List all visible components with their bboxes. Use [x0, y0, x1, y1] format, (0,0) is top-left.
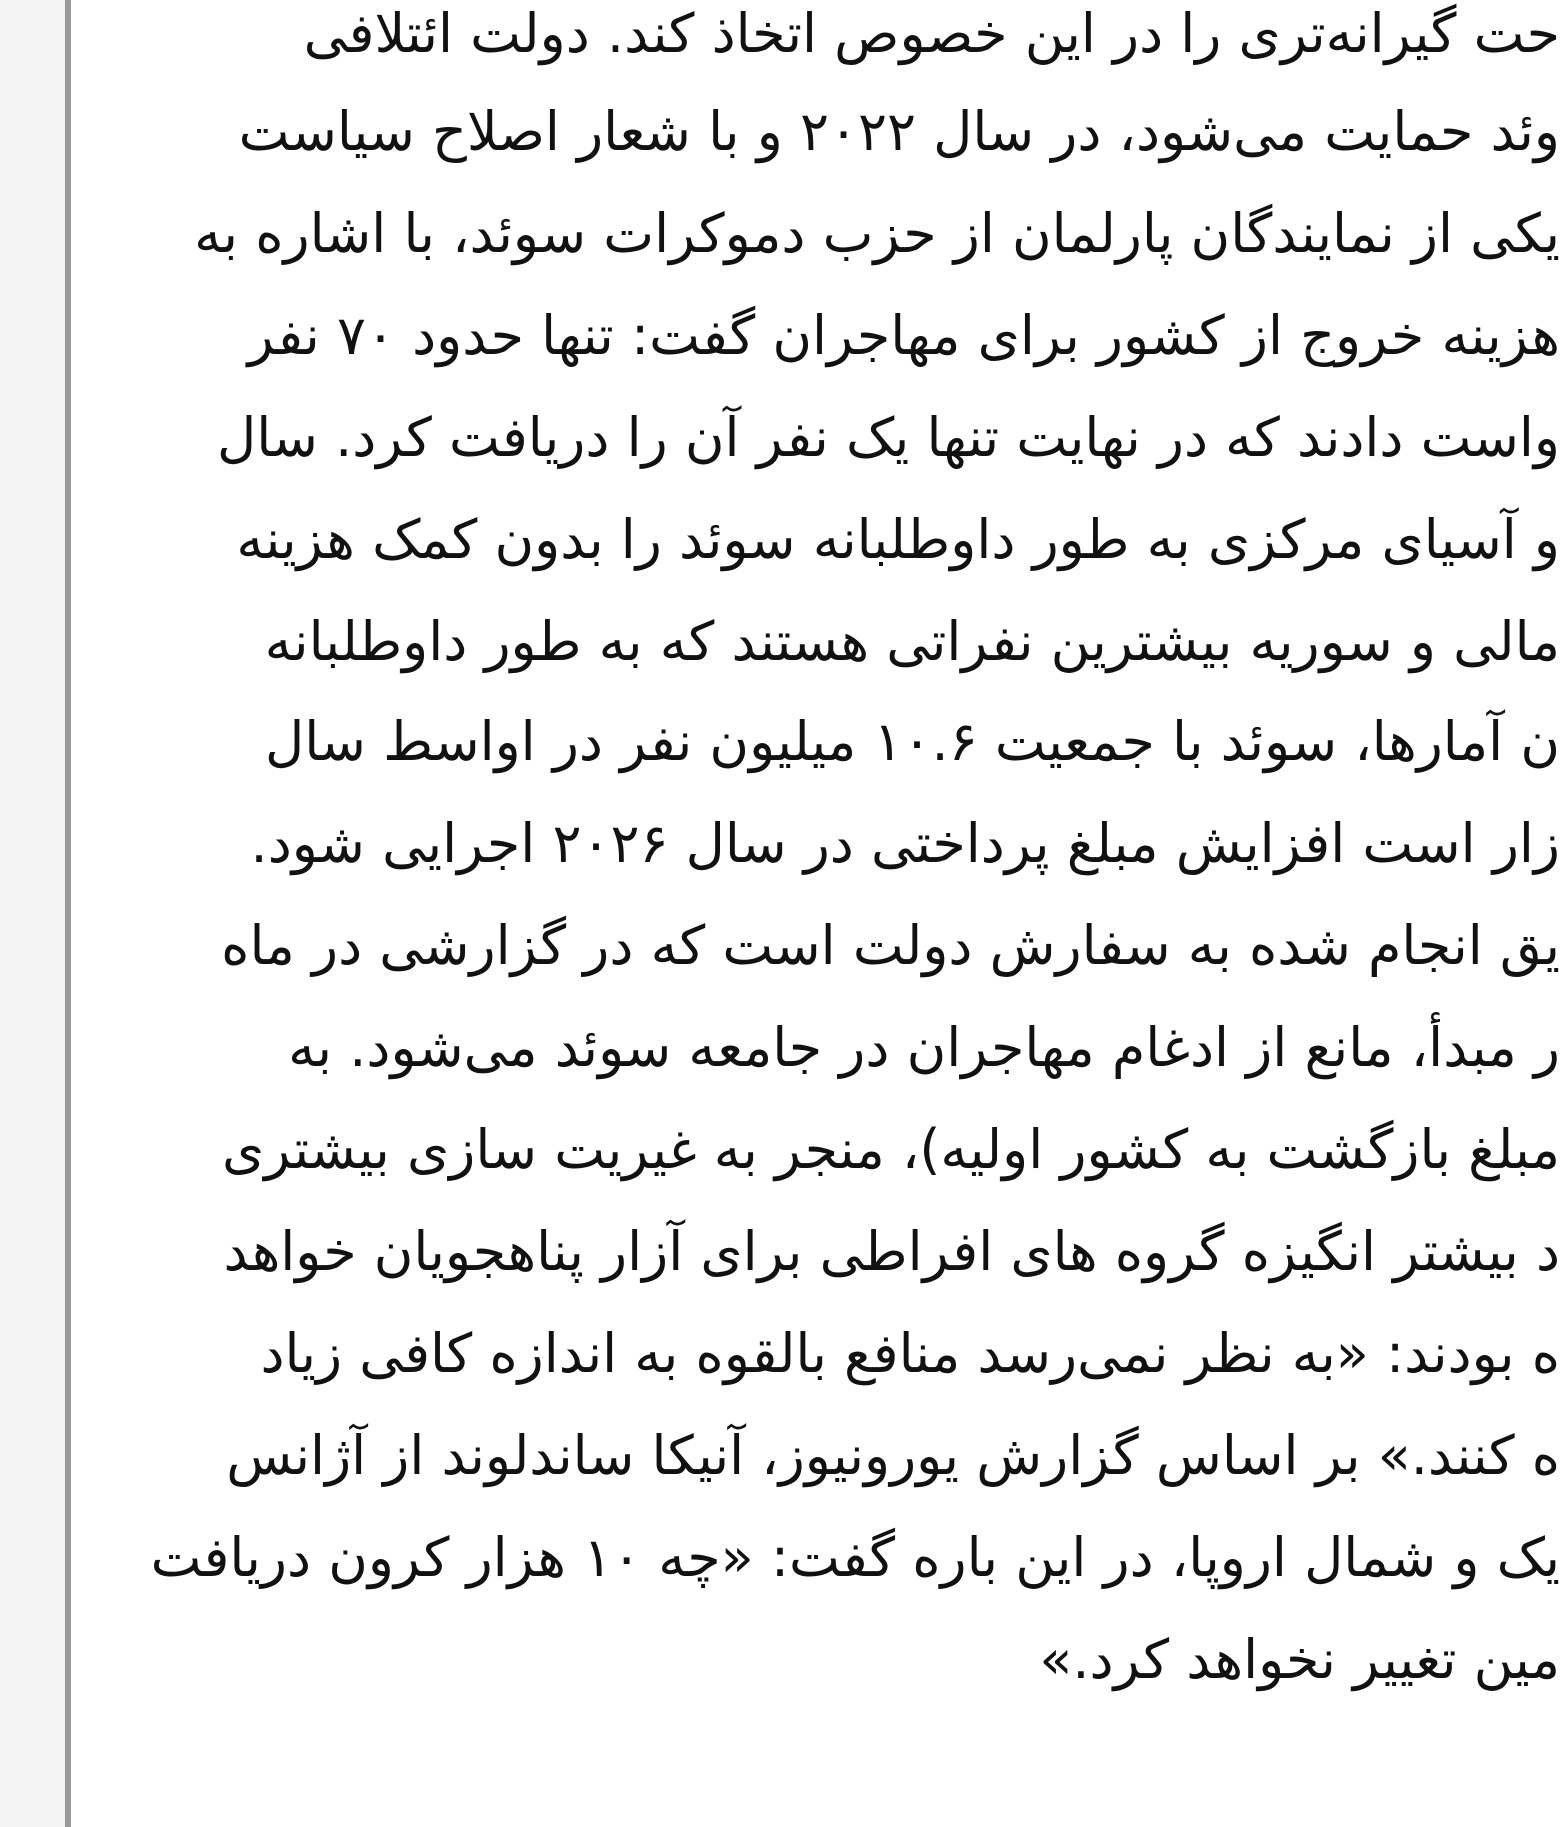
article-line: یق انجام شده به سفارش دولت است که در گزارشی در ماه [221, 914, 1560, 977]
article-line: ه بودند: «به نظر نمی‌رسد منافع بالقوه به اندازه کافی زیاد [260, 1322, 1560, 1385]
article-line: ه کنند.» بر اساس گزارش یورونیوز، آنیکا ساندلوند از آژانس [226, 1424, 1560, 1487]
article-line: و آسیای مرکزی به طور داوطلبانه سوئد را بدون کمک هزینه [236, 508, 1560, 571]
article-line: یکی از نمایندگان پارلمان از حزب دموکرات سوئد، با اشاره به [194, 202, 1560, 265]
article-line: د بیشتر انگیزه گروه های افراطی برای آزار پناهجویان خواهد [223, 1220, 1560, 1283]
article-line: مین تغییر نخواهد کرد.» [1039, 1628, 1560, 1691]
article-line: ن آمارها، سوئد با جمعیت ۱۰.۶ میلیون نفر در اواسط سال [264, 710, 1560, 773]
article-line: مبلغ بازگشت به کشور اولیه)، منجر به غیریت سازی بیشتری [221, 1118, 1560, 1181]
article-line: یک و شمال اروپا، در این باره گفت: «چه ۱۰ هزار کرون دریافت [150, 1526, 1560, 1589]
article-line: حت گیرانه‌تری را در این خصوص اتخاذ کند. دولت ائتلافی [303, 2, 1560, 65]
article-line: وئد حمایت می‌شود، در سال ۲۰۲۲ و با شعار اصلاح سیاست [238, 100, 1560, 163]
article-text-column [150, 0, 1560, 1827]
article-line: زار است افزایش مبلغ پرداختی در سال ۲۰۲۶ اجرایی شود. [250, 812, 1560, 875]
left-margin [0, 0, 65, 1827]
article-line: واست دادند که در نهایت تنها یک نفر آن را دریافت کرد. سال [216, 406, 1560, 469]
article-line: مالی و سوریه بیشترین نفراتی هستند که به طور داوطلبانه [264, 610, 1560, 673]
article-line: هزینه خروج از کشور برای مهاجران گفت: تنها حدود ۷۰ نفر [247, 304, 1560, 367]
article-line: ر مبدأ، مانع از ادغام مهاجران در جامعه سوئد می‌شود. به [288, 1016, 1560, 1079]
column-rule [65, 0, 71, 1827]
